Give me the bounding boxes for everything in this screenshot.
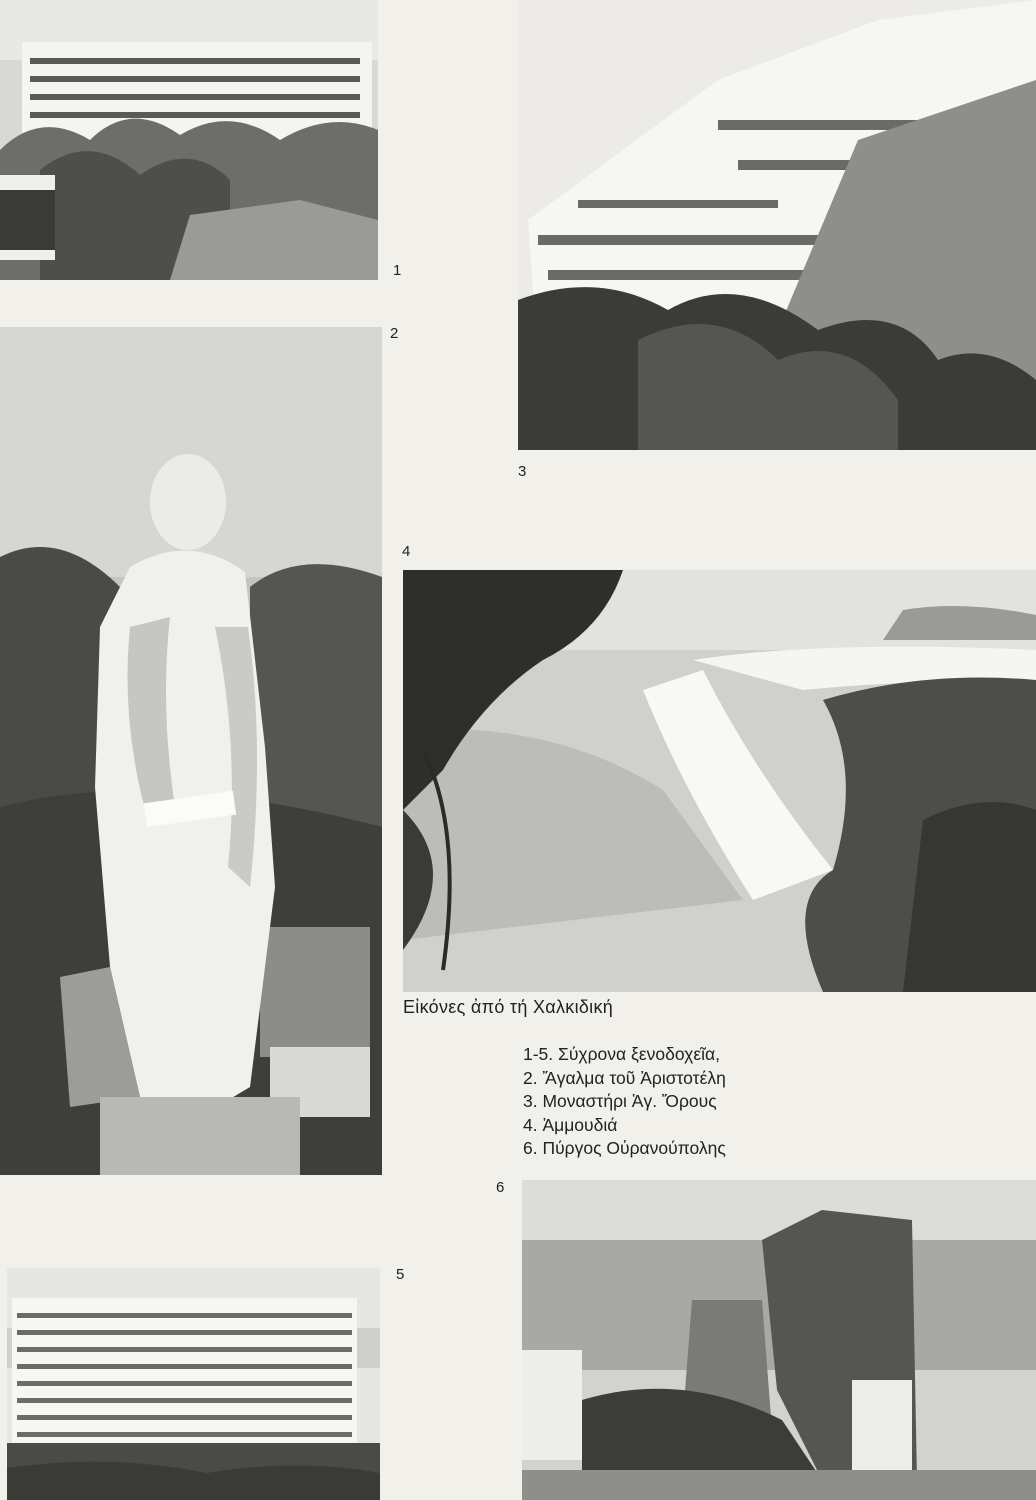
photo-number-3: 3 <box>518 463 527 480</box>
caption-item: 3. Μοναστήρι Ἁγ. Ὄρους <box>523 1091 717 1111</box>
hotel-photo-5 <box>7 1268 380 1500</box>
photo-number-4: 4 <box>402 543 411 560</box>
caption-item: 4. Ἀμμουδιά <box>523 1114 618 1135</box>
photo-number-2: 2 <box>390 325 399 342</box>
caption-title: Εἰκόνες ἀπό τή Χαλκιδική <box>403 997 614 1017</box>
photo-number-6: 6 <box>496 1179 505 1196</box>
hotel-photo-1 <box>0 0 378 280</box>
tower-photo-6 <box>522 1180 1036 1500</box>
monastery-photo-3 <box>518 0 1036 450</box>
statue-photo-2 <box>0 327 382 1175</box>
caption-list <box>523 1043 726 1161</box>
caption-item: 1-5. Σύχρονα ξενοδοχεῖα, <box>523 1044 720 1064</box>
caption-item: 6. Πύργος Οὐρανούπολης <box>523 1138 726 1158</box>
photo-number-5: 5 <box>396 1266 405 1283</box>
beach-photo-4 <box>403 570 1036 992</box>
photo-number-1: 1 <box>393 262 402 279</box>
caption-item: 2. Ἄγαλμα τοῦ Ἀριστοτέλη <box>523 1067 726 1088</box>
